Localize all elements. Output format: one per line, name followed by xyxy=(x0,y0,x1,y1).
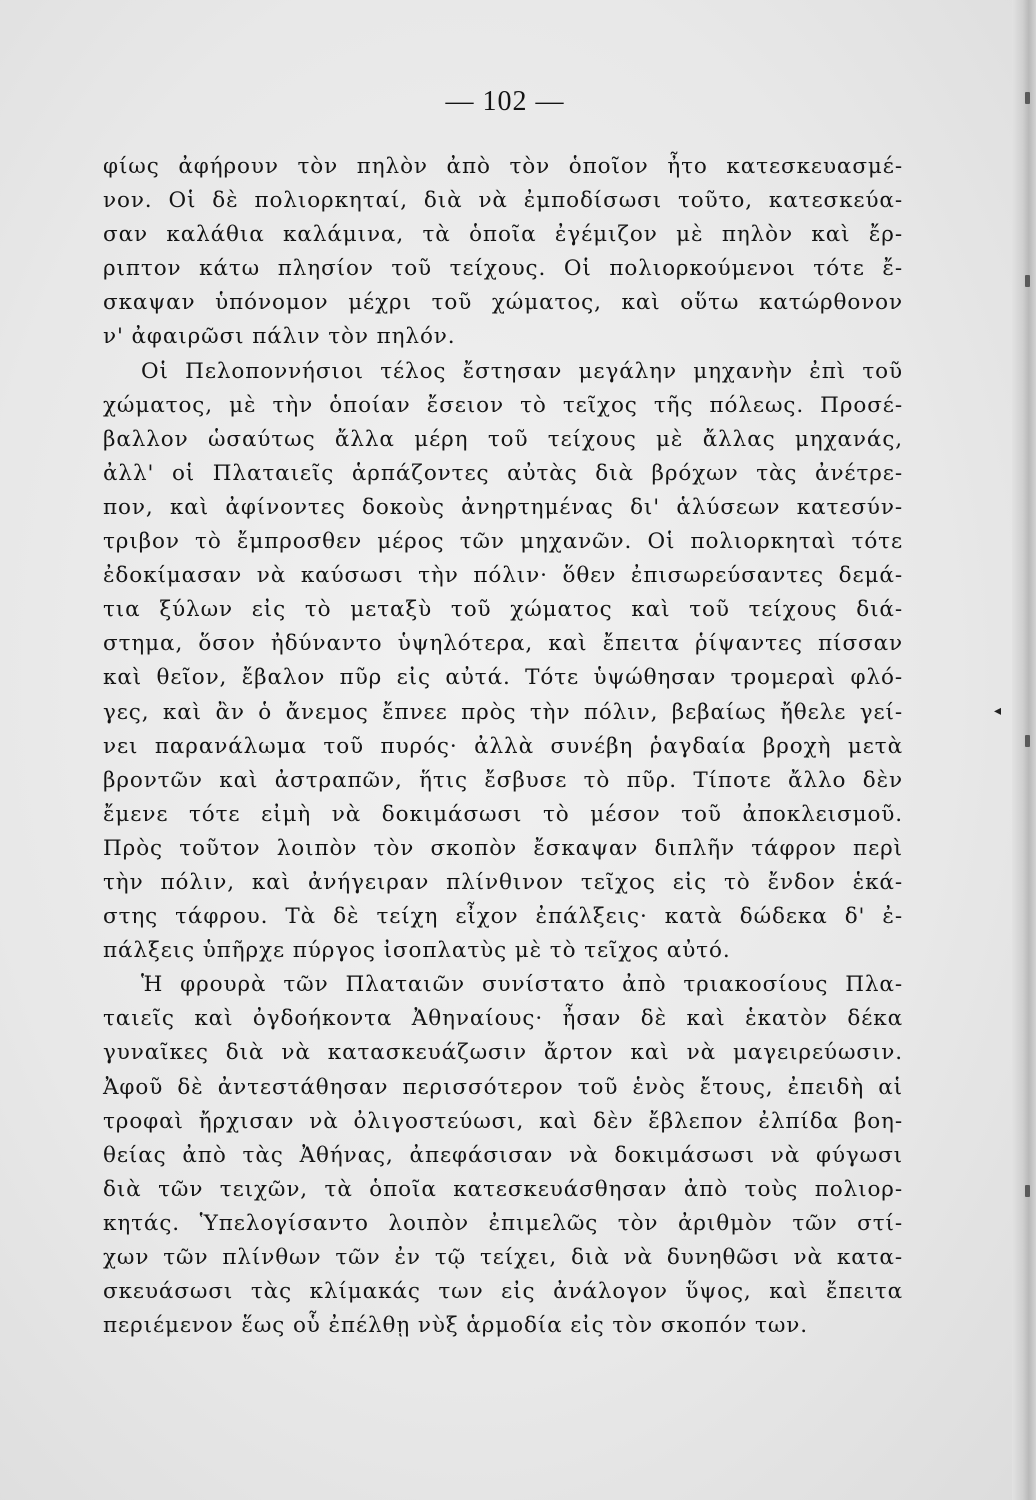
text-line: σκαψαν ὑπόνομον μέχρι τοῦ χώματος, καὶ οὕτω κατώρθονον xyxy=(103,290,903,316)
paragraph-2 xyxy=(103,355,903,969)
binding-mark xyxy=(1025,275,1030,287)
text-line: σκευάσωσι τὰς κλίμακάς των εἰς ἀνάλογον ὕψος, καὶ ἔπειτα xyxy=(103,1279,903,1305)
text-line: καὶ θεῖον, ἔβαλον πῦρ εἰς αὐτά. Τότε ὑψώθησαν τρομεραὶ φλό- xyxy=(103,665,903,691)
text-line: φίως ἀφήρουν τὸν πηλὸν ἀπὸ τὸν ὁποῖον ἦτο κατεσκευασμέ- xyxy=(103,154,903,179)
text-line: στης τάφρου. Τὰ δὲ τείχη εἶχον ἐπάλξεις· κατὰ δώδεκα δ' ἐ- xyxy=(103,904,903,930)
text-line: ἀλλ' οἱ Πλαταιεῖς ἁρπάζοντες αὐτὰς διὰ βρόχων τὰς ἀνέτρε- xyxy=(103,460,903,486)
page-gutter xyxy=(1012,0,1036,1500)
text-line: ἔμενε τότε εἰμὴ νὰ δοκιμάσωσι τὸ μέσον τοῦ ἀποκλεισμοῦ. xyxy=(103,801,903,827)
text-line: τριβον τὸ ἔμπροσθεν μέρος τῶν μηχανῶν. Οἱ πολιορκηταὶ τότε xyxy=(103,529,903,555)
text-line: νει παρανάλωμα τοῦ πυρός· ἀλλὰ συνέβη ῥαγδαία βροχὴ μετὰ xyxy=(103,733,903,759)
text-line: γες, καὶ ἂν ὁ ἄνεμος ἔπνεε πρὸς τὴν πόλιν, βεβαίως ἤθελε γεί- xyxy=(103,699,903,725)
text-line: θείας ἀπὸ τὰς Ἀθήνας, ἀπεφάσισαν νὰ δοκιμάσωσι νὰ φύγωσι xyxy=(103,1142,903,1168)
text-line: στημα, ὅσον ἠδύναντο ὑψηλότερα, καὶ ἔπειτα ῥίψαντες πίσσαν xyxy=(103,631,903,657)
paragraph-1 xyxy=(103,150,903,355)
text-line: ταιεῖς καὶ ὀγδοήκοντα Ἀθηναίους· ἦσαν δὲ καὶ ἑκατὸν δέκα xyxy=(103,1006,903,1032)
text-line: πάλξεις ὑπῆρχε πύργος ἰσοπλατὺς μὲ τὸ τεῖχος αὐτό. xyxy=(103,938,731,964)
text-line: διὰ τῶν τειχῶν, τὰ ὁποῖα κατεσκευάσθησαν ἀπὸ τοὺς πολιορ- xyxy=(103,1176,903,1202)
text-line: σαν καλάθια καλάμινα, τὰ ὁποῖα ἐγέμιζον μὲ πηλὸν καὶ ἔρ- xyxy=(103,222,903,248)
page-number: — 102 — xyxy=(445,86,565,117)
text-line: πον, καὶ ἀφίνοντες δοκοὺς ἀνηρτημένας δι' ἁλύσεων κατεσύν- xyxy=(103,494,903,520)
text-line: τὴν πόλιν, καὶ ἀνήγειραν πλίνθινον τεῖχος εἰς τὸ ἔνδον ἑκά- xyxy=(103,869,903,895)
text-line: τροφαὶ ἤρχισαν νὰ ὀλιγοστεύωσι, καὶ δὲν ἔβλεπον ἐλπίδα βοη- xyxy=(103,1108,903,1134)
text-line: χων τῶν πλίνθων τῶν ἐν τῷ τείχει, διὰ νὰ δυνηθῶσι νὰ κατα- xyxy=(103,1245,903,1270)
text-line: γυναῖκες διὰ νὰ κατασκευάζωσιν ἄρτον καὶ νὰ μαγειρεύωσιν. xyxy=(103,1040,903,1066)
text-line: βροντῶν καὶ ἀστραπῶν, ἥτις ἔσβυσε τὸ πῦρ. Τίποτε ἄλλο δὲν xyxy=(103,767,903,793)
text-line: ἐδοκίμασαν νὰ καύσωσι τὴν πόλιν· ὅθεν ἐπισωρεύσαντες δεμά- xyxy=(103,563,903,589)
body-text xyxy=(103,150,903,1343)
text-line: περιέμενον ἕως οὗ ἐπέλθῃ νὺξ ἁρμοδία εἰς τὸν σκοπόν των. xyxy=(103,1313,808,1339)
text-line: νον. Οἱ δὲ πολιορκηταί, διὰ νὰ ἐμποδίσωσι τοῦτο, κατεσκεύα- xyxy=(103,188,903,214)
margin-arrow-icon: ◂ xyxy=(994,703,1002,719)
binding-mark xyxy=(1025,92,1030,104)
text-line: κητάς. Ὑπελογίσαντο λοιπὸν ἐπιμελῶς τὸν ἀριθμὸν τῶν στί- xyxy=(103,1210,903,1236)
text-line: βαλλον ὡσαύτως ἄλλα μέρη τοῦ τείχους μὲ ἄλλας μηχανάς, xyxy=(103,426,903,452)
binding-mark xyxy=(1025,735,1030,747)
text-line: ριπτον κάτω πλησίον τοῦ τείχους. Οἱ πολιορκούμενοι τότε ἔ- xyxy=(103,256,903,282)
text-line: χώματος, μὲ τὴν ὁποίαν ἔσειον τὸ τεῖχος τῆς πόλεως. Προσέ- xyxy=(103,392,903,418)
text-line: τια ξύλων εἰς τὸ μεταξὺ τοῦ χώματος καὶ τοῦ τείχους διά- xyxy=(103,597,903,623)
text-line: Οἱ Πελοποννήσιοι τέλος ἔστησαν μεγάλην μηχανὴν ἐπὶ τοῦ xyxy=(141,358,903,384)
paragraph-3 xyxy=(103,968,903,1343)
text-line: ν' ἀφαιρῶσι πάλιν τὸν πηλόν. xyxy=(103,324,456,350)
text-line: Ἡ φρουρὰ τῶν Πλαταιῶν συνίστατο ἀπὸ τριακοσίους Πλα- xyxy=(141,972,903,998)
binding-mark xyxy=(1025,1185,1030,1197)
text-line: Ἀφοῦ δὲ ἀντεστάθησαν περισσότερον τοῦ ἑνὸς ἔτους, ἐπειδὴ αἱ xyxy=(103,1074,903,1100)
text-line: Πρὸς τοῦτον λοιπὸν τὸν σκοπὸν ἔσκαψαν διπλῆν τάφρον περὶ xyxy=(103,835,903,861)
